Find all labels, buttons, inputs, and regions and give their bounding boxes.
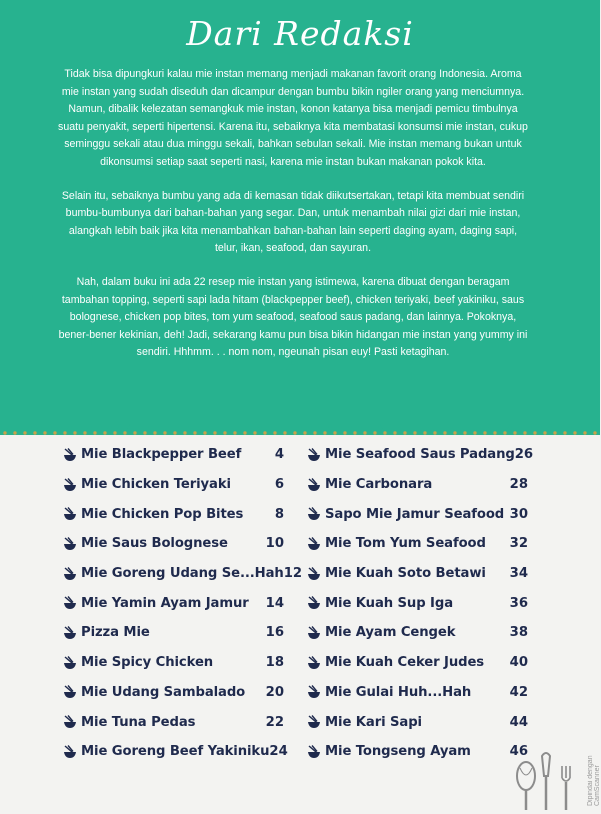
chopsticks-bowl-icon	[306, 715, 322, 729]
toc-item	[62, 499, 284, 529]
toc-item-page: 44	[509, 714, 528, 730]
chopsticks-bowl-icon	[62, 537, 78, 551]
toc-item	[306, 678, 528, 708]
toc-item-title: Mie Gulai Huh...Hah	[325, 684, 472, 700]
chopsticks-bowl-icon	[62, 596, 78, 610]
chopsticks-bowl-icon	[62, 656, 78, 670]
toc-item	[62, 648, 284, 678]
toc-item	[62, 618, 284, 648]
toc-item-title: Mie Ayam Cengek	[325, 625, 456, 641]
toc-item	[306, 707, 528, 737]
chopsticks-bowl-icon	[306, 685, 322, 699]
toc-item	[306, 648, 528, 678]
toc-item-page: 30	[509, 506, 528, 522]
toc-item-title: Mie Seafood Saus Padang	[325, 447, 515, 463]
intro-paragraph-3: Nah, dalam buku ini ada 22 resep mie instan yang istimewa, karena dibuat dengan beragam tambahan topping, seperti sapi lada hitam (blackpepper beef), chicken teriyaki, beef yakiniku, saus bolognese, chicken pop bites, tom yum seafood, seafood saus padang, dan lainnya. Pokoknya, bener-bener kekinian, deh! Jadi, sekarang kamu pun bisa bikin hidangan mie instan yang yummy ini sendiri. Hhhmm. . . nom nom, ngeunah pisan euy! Pasti ketagihan.	[58, 275, 528, 359]
toc-item-title: Mie Goreng Udang Se...Hah	[81, 566, 284, 582]
toc-left-column	[62, 440, 303, 767]
chopsticks-bowl-icon	[62, 507, 78, 521]
editorial-intro	[58, 66, 528, 378]
chopsticks-bowl-icon	[306, 507, 322, 521]
toc-item	[62, 678, 284, 708]
toc-item	[306, 470, 528, 500]
intro-paragraph-2: Selain itu, sebaiknya bumbu yang ada di kemasan tidak diikutsertakan, tetapi kita membuat sendiri bumbu-bumbunya dari bahan-bahan yang segar. Dan, untuk menambah nilai gizi dari mie instan, alangkah lebih baik jika kita menambahkan bahan-bahan lain seperti daging ayam, daging sapi, telur, ikan, seafood, dan sayuran.	[61, 189, 525, 255]
toc-item	[306, 440, 534, 470]
scanner-watermark: Dipindai dengan CamScanner	[587, 755, 601, 806]
toc-item	[62, 470, 284, 500]
kitchen-utensils-icon	[506, 746, 586, 812]
toc-item-title: Mie Tongseng Ayam	[325, 744, 471, 760]
intro-paragraph-1: Tidak bisa dipungkuri kalau mie instan memang menjadi makanan favorit orang Indonesia. Aroma mie instan yang sudah diseduh dan dicampur dengan bumbu bikin ngiler orang yang menciumnya. Namun, dibalik kelezatan semangkuk mie instan, konon katanya bisa menjadi pemicu timbulnya suatu penyakit, seperti hipertensi. Karena itu, sebaiknya kita membatasi konsumsi mie instan, cukup seminggu sekali atau dua minggu sekali, bahkan sebulan sekali. Mie instan memang bukan untuk dikonsumsi setiap saat seperti nasi, karena mie instan bukan makanan pokok kita.	[58, 68, 528, 168]
toc-item	[306, 559, 528, 589]
toc-item-title: Mie Goreng Beef Yakiniku	[81, 744, 270, 760]
toc-item-title: Mie Tuna Pedas	[81, 714, 196, 730]
toc-item-title: Mie Saus Bolognese	[81, 536, 228, 552]
toc-item-title: Mie Tom Yum Seafood	[325, 536, 486, 552]
chopsticks-bowl-icon	[306, 567, 322, 581]
chopsticks-bowl-icon	[306, 596, 322, 610]
chopsticks-bowl-icon	[306, 626, 322, 640]
toc-item-page: 40	[509, 655, 528, 671]
chopsticks-bowl-icon	[306, 745, 322, 759]
toc-item-title: Mie Udang Sambalado	[81, 684, 246, 700]
toc-item-page: 22	[265, 714, 284, 730]
toc-item	[62, 440, 284, 470]
toc-item	[306, 499, 528, 529]
toc-item-page: 42	[509, 684, 528, 700]
toc-right-column	[306, 440, 534, 767]
toc-item-page: 24	[269, 744, 288, 760]
chopsticks-bowl-icon	[62, 567, 78, 581]
chopsticks-bowl-icon	[306, 478, 322, 492]
toc-item-page: 36	[509, 595, 528, 611]
toc-item	[62, 588, 284, 618]
chopsticks-bowl-icon	[62, 626, 78, 640]
toc-item	[62, 737, 288, 767]
toc-item-title: Mie Kuah Soto Betawi	[325, 566, 486, 582]
toc-item-page: 8	[274, 506, 284, 522]
toc-item-page: 46	[509, 744, 528, 760]
chopsticks-bowl-icon	[306, 656, 322, 670]
toc-item	[306, 529, 528, 559]
toc-item-page: 4	[274, 447, 284, 463]
scalloped-edge	[0, 418, 600, 440]
page-title: Dari Redaksi	[186, 14, 414, 53]
toc-item-page: 34	[509, 566, 528, 582]
toc-item-page: 10	[265, 536, 284, 552]
toc-item-title: Mie Spicy Chicken	[81, 655, 214, 671]
toc-item-page: 28	[509, 477, 528, 493]
chopsticks-bowl-icon	[306, 448, 322, 462]
toc-item-title: Sapo Mie Jamur Seafood	[325, 506, 505, 522]
toc-item-page: 12	[283, 566, 303, 582]
toc-item-page: 18	[265, 655, 284, 671]
chopsticks-bowl-icon	[62, 685, 78, 699]
toc-item-page: 14	[265, 595, 284, 611]
toc-item-title: Pizza Mie	[81, 625, 150, 641]
toc-item	[306, 588, 528, 618]
toc-item-title: Mie Blackpepper Beef	[81, 447, 242, 463]
toc-item-page: 16	[265, 625, 284, 641]
toc-item-title: Mie Yamin Ayam Jamur	[81, 595, 249, 611]
toc-item	[62, 529, 284, 559]
toc-item-page: 6	[274, 477, 284, 493]
toc-item	[62, 559, 303, 589]
toc-item-page: 38	[509, 625, 528, 641]
toc-item-page: 32	[509, 536, 528, 552]
chopsticks-bowl-icon	[306, 537, 322, 551]
chopsticks-bowl-icon	[62, 715, 78, 729]
toc-item-title: Mie Kuah Ceker Judes	[325, 655, 485, 671]
chopsticks-bowl-icon	[62, 448, 78, 462]
toc-item-title: Mie Chicken Teriyaki	[81, 477, 231, 493]
toc-item	[62, 707, 284, 737]
toc-item-title: Mie Kuah Sup Iga	[325, 595, 453, 611]
toc-item-title: Mie Carbonara	[325, 477, 433, 493]
toc-item-title: Mie Kari Sapi	[325, 714, 422, 730]
chopsticks-bowl-icon	[62, 745, 78, 759]
toc-item-page: 20	[265, 684, 284, 700]
toc-item-title: Mie Chicken Pop Bites	[81, 506, 244, 522]
toc-item-page: 26	[514, 447, 534, 463]
toc-item	[306, 737, 528, 767]
toc-item	[306, 618, 528, 648]
chopsticks-bowl-icon	[62, 478, 78, 492]
